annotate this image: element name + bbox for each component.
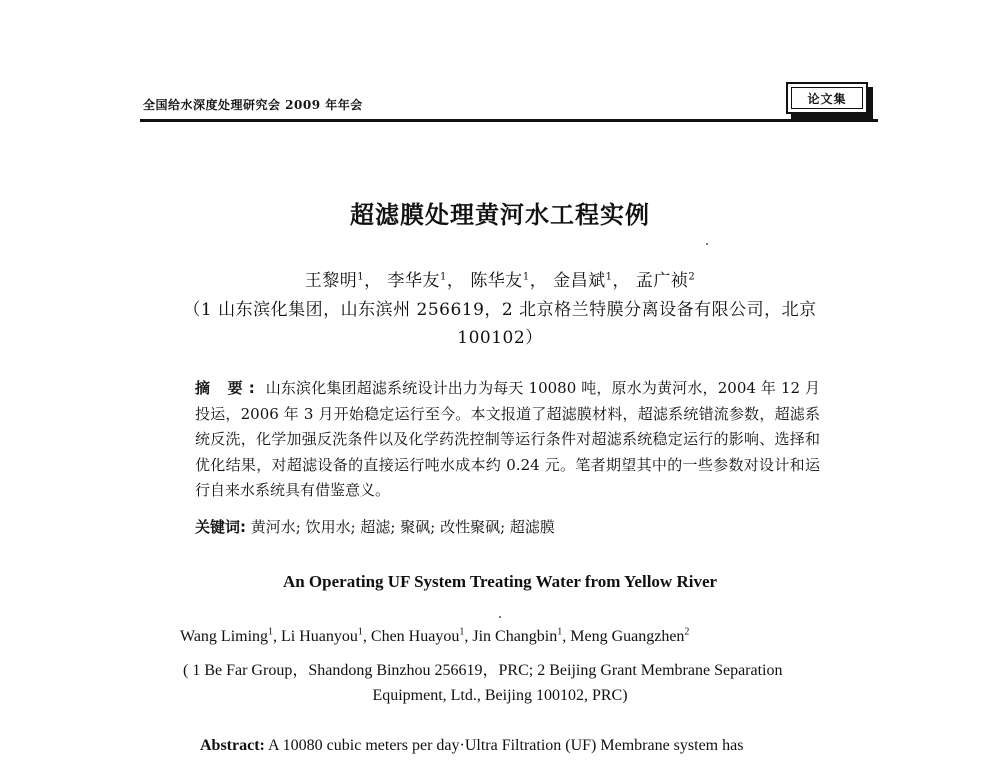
author-cn: 孟广祯$^2$ bbox=[635, 271, 696, 291]
author-en: Meng Guangzhen$^2$ bbox=[570, 627, 690, 646]
scan-speck bbox=[499, 616, 501, 618]
author-en: Jin Changbin$^1$, bbox=[472, 627, 571, 646]
collection-badge-label: 论文集 bbox=[791, 87, 863, 109]
running-header: 全国给水深度处理研究会 2009 年年会 bbox=[143, 98, 363, 112]
keywords-cn-text: 黄河水; 饮用水; 超滤; 聚砜; 改性聚砜; 超滤膜 bbox=[250, 518, 555, 536]
scan-speck bbox=[706, 243, 708, 245]
author-cn: 金昌斌$^1$， bbox=[553, 271, 630, 291]
abstract-cn-text: 山东滨化集团超滤系统设计出力为每天 10080 吨，原水为黄河水，2004 年 12 月投运，2006 年 3 月开始稳定运行至今。本文报道了超滤膜材料，超滤系统错流参数，超滤系统反洗，化学加强反洗条件以及化学药洗控制等运行条件对超滤系统稳定运行的影响、选择和优化结果，对超滤设备的直接运行吨水成本约 0.24 元。笔者期望其中的一些参数对设计和运行自来水系统具有借鉴意义。 bbox=[195, 379, 820, 499]
paper-title: 超滤膜处理黄河水工程实例 bbox=[350, 201, 650, 229]
keywords-cn bbox=[195, 516, 820, 537]
affiliation-cn-line2: 100102） bbox=[457, 328, 543, 348]
author-cn: 李华友$^1$， bbox=[387, 271, 465, 291]
author-en: Li Huanyou$^1$, bbox=[281, 627, 371, 646]
abstract-en bbox=[200, 737, 830, 755]
author-cn: 陈华友$^1$， bbox=[470, 271, 548, 291]
author-en: Chen Huayou$^1$, bbox=[370, 627, 473, 646]
author-en: Wang Liming$^1$, bbox=[180, 627, 282, 646]
abstract-en-text: A 10080 cubic meters per day·Ultra Filtration (UF) Membrane system has bbox=[268, 737, 744, 754]
header-rule bbox=[140, 119, 878, 122]
authors-en bbox=[180, 627, 689, 646]
affiliation-cn bbox=[140, 296, 860, 352]
collection-badge bbox=[786, 82, 868, 114]
authors-cn bbox=[0, 266, 1000, 291]
author-cn: 王黎明$^1$， bbox=[304, 271, 382, 291]
keywords-cn-label: 关键词: bbox=[195, 518, 246, 536]
abstract-en-label: Abstract: bbox=[200, 737, 265, 754]
abstract-cn-label: 摘 要: bbox=[195, 379, 261, 397]
affiliation-cn-line1: （1 山东滨化集团，山东滨州 256619，2 北京格兰特膜分离设备有限公司，北京 bbox=[183, 300, 817, 320]
paper-title-en: An Operating UF System Treating Water from Yellow River bbox=[282, 572, 718, 591]
abstract-cn bbox=[195, 376, 820, 504]
affiliation-en-line1: ( 1 Be Far Group，Shandong Binzhou 256619，PRC; 2 Beijing Grant Membrane Separation bbox=[183, 662, 783, 679]
affiliation-en-line2: Equipment, Ltd., Beijing 100102, PRC) bbox=[372, 687, 628, 704]
